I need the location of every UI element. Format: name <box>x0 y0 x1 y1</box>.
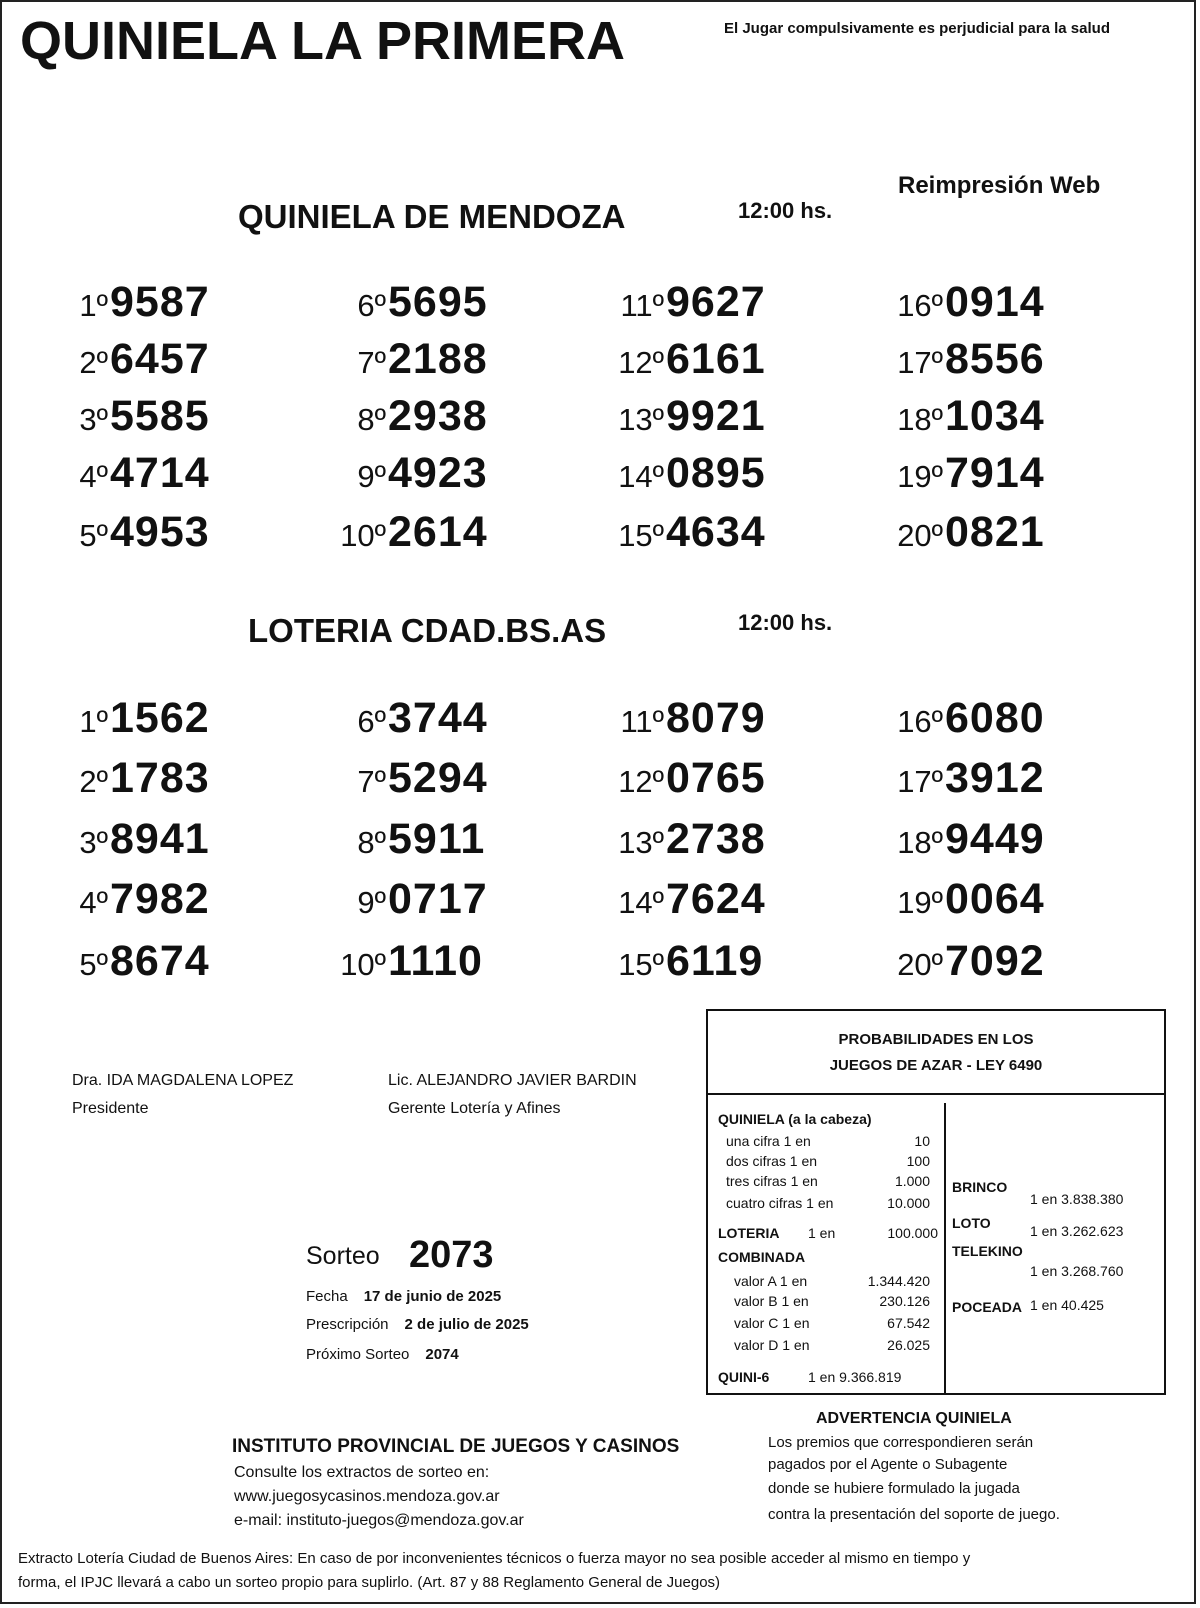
probabilities-box <box>706 1009 1166 1395</box>
mendoza-result-item <box>30 392 210 442</box>
telekino-odds-value: 1 en 3.268.760 <box>1030 1263 1124 1279</box>
mendoza-result-number: 9587 <box>110 278 210 326</box>
institute-website-link[interactable]: www.juegosycasinos.mendoza.gov.ar <box>234 1488 500 1505</box>
telekino-odds-label: TELEKINO <box>952 1243 1023 1259</box>
mendoza-result-number: 6161 <box>666 335 766 383</box>
institute-email-link[interactable]: e-mail: instituto-juegos@mendoza.gov.ar <box>234 1512 524 1529</box>
mendoza-result-position: 13º <box>618 402 664 437</box>
advertencia-text: Los premios que correspondieren serán <box>768 1434 1034 1451</box>
bsas-draw-time: 12:00 hs. <box>738 610 833 635</box>
mendoza-result-position: 15º <box>618 518 664 553</box>
bsas-result-item <box>586 754 766 804</box>
sorteo-label: Sorteo <box>306 1242 380 1270</box>
advertencia-text: donde se hubiere formulado la jugada <box>768 1480 1020 1497</box>
president-name: Dra. IDA MAGDALENA LOPEZ <box>72 1072 294 1089</box>
bsas-result-number: 0064 <box>945 875 1045 923</box>
mendoza-result-number: 2938 <box>388 392 488 440</box>
bsas-result-number: 8941 <box>110 815 210 863</box>
bsas-result-item <box>865 875 1045 925</box>
bsas-result-item <box>865 694 1045 744</box>
bsas-result-number: 2738 <box>666 815 766 863</box>
proximo-sorteo-value: 2074 <box>425 1346 459 1363</box>
quiniela-odds-value: 1.000 <box>894 1173 930 1189</box>
bsas-result-number: 8079 <box>666 694 766 742</box>
bsas-result-position: 3º <box>79 825 108 860</box>
bsas-result-number: 8674 <box>110 937 210 985</box>
quiniela-odds-label: una cifra 1 en <box>726 1133 811 1149</box>
bsas-result-number: 6080 <box>945 694 1045 742</box>
bsas-result-position: 7º <box>357 764 386 799</box>
mendoza-result-position: 8º <box>357 402 386 437</box>
quini6-odds-label: QUINI-6 <box>718 1369 770 1385</box>
bsas-result-position: 4º <box>79 885 108 920</box>
advertencia-text: pagados por el Agente o Subagente <box>768 1456 1008 1473</box>
mendoza-result-item <box>308 449 488 499</box>
bsas-result-item <box>586 875 766 925</box>
bsas-result-item <box>586 937 763 987</box>
bsas-result-item <box>865 815 1045 865</box>
bsas-result-item <box>308 694 488 744</box>
manager-role: Gerente Lotería y Afines <box>388 1100 561 1117</box>
quiniela-odds-value: 10.000 <box>887 1195 930 1211</box>
bsas-result-item <box>586 815 766 865</box>
mendoza-result-position: 9º <box>357 459 386 494</box>
mendoza-result-number: 1034 <box>945 392 1045 440</box>
bsas-result-item <box>308 754 488 804</box>
bsas-result-position: 8º <box>357 825 386 860</box>
page-title: QUINIELA LA PRIMERA <box>20 11 625 71</box>
mendoza-result-position: 17º <box>897 345 943 380</box>
mendoza-result-position: 18º <box>897 402 943 437</box>
quiniela-odds-label: cuatro cifras 1 en <box>726 1195 834 1211</box>
mendoza-result-position: 2º <box>79 345 108 380</box>
quiniela-odds-title: QUINIELA (a la cabeza) <box>718 1111 872 1127</box>
prescripcion-value: 2 de julio de 2025 <box>404 1316 529 1333</box>
prescripcion-label: Prescripción <box>306 1316 389 1333</box>
bsas-result-number: 6119 <box>666 937 764 985</box>
brinco-odds-label: BRINCO <box>952 1179 1008 1195</box>
health-warning: El Jugar compulsivamente es perjudicial para la salud <box>724 20 1110 37</box>
mendoza-result-number: 5585 <box>110 392 210 440</box>
poceada-odds-value: 1 en 40.425 <box>1030 1297 1104 1313</box>
bsas-result-number: 7092 <box>945 937 1045 985</box>
mendoza-result-position: 20º <box>897 518 943 553</box>
bsas-result-position: 13º <box>618 825 664 860</box>
institute-name: INSTITUTO PROVINCIAL DE JUEGOS Y CASINOS <box>232 1436 680 1457</box>
mendoza-result-number: 0914 <box>945 278 1045 326</box>
fecha-line <box>306 1288 501 1305</box>
mendoza-section-title: QUINIELA DE MENDOZA <box>238 198 626 235</box>
loteria-odds-label: LOTERIA <box>718 1225 780 1241</box>
bsas-result-item <box>30 694 210 744</box>
probabilities-title-line2: JUEGOS DE AZAR - LEY 6490 <box>829 1057 1043 1074</box>
bsas-result-position: 12º <box>618 764 664 799</box>
mendoza-result-position: 3º <box>79 402 108 437</box>
bsas-result-number: 5294 <box>388 754 488 802</box>
bsas-result-item <box>308 815 485 865</box>
bsas-result-position: 18º <box>897 825 943 860</box>
mendoza-result-position: 1º <box>79 288 108 323</box>
prescripcion-line <box>306 1316 529 1333</box>
mendoza-result-item <box>308 508 488 558</box>
mendoza-result-number: 2188 <box>388 335 488 383</box>
bsas-result-number: 7624 <box>666 875 766 923</box>
mendoza-result-item <box>586 508 766 558</box>
mendoza-draw-time: 12:00 hs. <box>738 198 833 223</box>
quiniela-odds-value: 10 <box>914 1133 930 1149</box>
bsas-result-number: 0717 <box>388 875 488 923</box>
mendoza-result-item <box>865 449 1045 499</box>
proximo-sorteo-line <box>306 1346 459 1363</box>
mendoza-result-position: 6º <box>357 288 386 323</box>
brinco-odds-value: 1 en 3.838.380 <box>1030 1191 1124 1207</box>
bsas-section-title: LOTERIA CDAD.BS.AS <box>248 612 607 649</box>
mendoza-result-number: 4953 <box>110 508 210 556</box>
bsas-result-number: 3744 <box>388 694 488 742</box>
bsas-result-item <box>30 815 210 865</box>
mendoza-result-item <box>308 278 488 328</box>
mendoza-result-position: 12º <box>618 345 664 380</box>
probabilities-header <box>708 1011 1164 1095</box>
mendoza-result-number: 8556 <box>945 335 1045 383</box>
bsas-result-item <box>586 694 766 744</box>
mendoza-result-position: 14º <box>618 459 664 494</box>
bsas-result-item <box>30 754 210 804</box>
combinada-odds-value: 26.025 <box>887 1337 930 1353</box>
mendoza-result-number: 4714 <box>110 449 210 497</box>
mendoza-result-position: 16º <box>897 288 943 323</box>
bsas-result-number: 3912 <box>945 754 1045 802</box>
quiniela-odds-label: tres cifras 1 en <box>726 1173 818 1189</box>
bsas-result-item <box>865 937 1045 987</box>
mendoza-result-position: 7º <box>357 345 386 380</box>
mendoza-result-number: 2614 <box>388 508 488 556</box>
quiniela-odds-value: 100 <box>906 1153 930 1169</box>
bsas-result-number: 0765 <box>666 754 766 802</box>
footer-note-line1: Extracto Lotería Ciudad de Buenos Aires: En caso de por inconvenientes técnicos o fuerza mayor no sea posible acceder al mismo en tiempo y <box>18 1550 971 1567</box>
institute-consult-text: Consulte los extractos de sorteo en: <box>234 1464 490 1481</box>
mendoza-result-position: 10º <box>340 518 386 553</box>
footer-note-line2: forma, el IPJC llevará a cabo un sorteo propio para suplirlo. (Art. 87 y 88 Reglamento General de Juegos) <box>18 1574 721 1591</box>
mendoza-result-number: 0895 <box>666 449 766 497</box>
advertencia-title: ADVERTENCIA QUINIELA <box>816 1410 1012 1427</box>
mendoza-result-number: 0821 <box>945 508 1045 556</box>
bsas-result-position: 1º <box>79 704 108 739</box>
mendoza-result-number: 5695 <box>388 278 488 326</box>
bsas-result-number: 9449 <box>945 815 1045 863</box>
poceada-odds-label: POCEADA <box>952 1299 1023 1315</box>
mendoza-result-item <box>586 392 766 442</box>
bsas-result-number: 1783 <box>110 754 210 802</box>
bsas-result-position: 15º <box>618 947 664 982</box>
mendoza-result-item <box>586 449 766 499</box>
mendoza-result-number: 7914 <box>945 449 1045 497</box>
bsas-result-position: 6º <box>357 704 386 739</box>
mendoza-result-number: 4634 <box>666 508 766 556</box>
combinada-odds-label: valor D 1 en <box>734 1337 810 1353</box>
advertencia-text: contra la presentación del soporte de juego. <box>768 1506 1060 1523</box>
probabilities-title-line1: PROBABILIDADES EN LOS <box>838 1031 1034 1048</box>
mendoza-result-number: 4923 <box>388 449 488 497</box>
bsas-result-item <box>30 937 210 987</box>
bsas-result-number: 1562 <box>110 694 210 742</box>
mendoza-result-item <box>308 392 488 442</box>
combinada-odds-label: valor A 1 en <box>734 1273 808 1289</box>
bsas-result-number: 7982 <box>110 875 210 923</box>
mendoza-result-item <box>865 335 1045 385</box>
bsas-result-position: 2º <box>79 764 108 799</box>
bsas-result-position: 17º <box>897 764 943 799</box>
manager-name: Lic. ALEJANDRO JAVIER BARDIN <box>388 1072 637 1089</box>
loto-odds-label: LOTO <box>952 1215 991 1231</box>
mendoza-result-item <box>308 335 488 385</box>
mendoza-result-item <box>865 392 1045 442</box>
quiniela-odds-label: dos cifras 1 en <box>726 1153 818 1169</box>
combinada-odds-title: COMBINADA <box>718 1249 806 1265</box>
combinada-odds-label: valor B 1 en <box>734 1293 809 1309</box>
mendoza-result-position: 4º <box>79 459 108 494</box>
combinada-odds-value: 67.542 <box>887 1315 930 1331</box>
loto-odds-value: 1 en 3.262.623 <box>1030 1223 1124 1239</box>
mendoza-result-number: 6457 <box>110 335 210 383</box>
bsas-result-position: 9º <box>357 885 386 920</box>
mendoza-result-item <box>865 508 1045 558</box>
quini6-odds-value: 1 en 9.366.819 <box>808 1369 902 1385</box>
bsas-result-item <box>308 937 483 987</box>
mendoza-result-item <box>586 278 766 328</box>
mendoza-result-item <box>30 508 210 558</box>
combinada-odds-value: 1.344.420 <box>867 1273 930 1289</box>
bsas-result-item <box>308 875 488 925</box>
bsas-result-number: 1110 <box>388 937 483 985</box>
mendoza-result-position: 5º <box>79 518 108 553</box>
mendoza-result-position: 11º <box>620 288 664 323</box>
bsas-result-number: 5911 <box>388 815 486 863</box>
combinada-odds-value: 230.126 <box>879 1293 930 1309</box>
loteria-odds-en: 1 en <box>808 1225 836 1241</box>
sorteo-number: 2073 <box>409 1234 494 1276</box>
proximo-sorteo-label: Próximo Sorteo <box>306 1346 410 1363</box>
mendoza-result-item <box>865 278 1045 328</box>
mendoza-result-item <box>30 278 210 328</box>
loteria-odds-value: 100.000 <box>887 1225 938 1241</box>
mendoza-result-item <box>586 335 766 385</box>
mendoza-result-item <box>30 335 210 385</box>
mendoza-result-number: 9627 <box>666 278 766 326</box>
combinada-odds-label: valor C 1 en <box>734 1315 810 1331</box>
bsas-result-position: 5º <box>79 947 108 982</box>
mendoza-result-number: 9921 <box>666 392 766 440</box>
bsas-result-item <box>865 754 1045 804</box>
bsas-result-position: 19º <box>897 885 943 920</box>
bsas-result-position: 10º <box>340 947 386 982</box>
bsas-result-item <box>30 875 210 925</box>
bsas-result-position: 20º <box>897 947 943 982</box>
mendoza-result-position: 19º <box>897 459 943 494</box>
mendoza-result-item <box>30 449 210 499</box>
probabilities-divider <box>944 1103 946 1393</box>
bsas-result-position: 14º <box>618 885 664 920</box>
fecha-value: 17 de junio de 2025 <box>363 1288 502 1305</box>
bsas-result-position: 11º <box>620 704 664 739</box>
reprint-label: Reimpresión Web <box>898 172 1101 199</box>
bsas-result-position: 16º <box>897 704 943 739</box>
fecha-label: Fecha <box>306 1288 348 1305</box>
president-role: Presidente <box>72 1100 149 1117</box>
